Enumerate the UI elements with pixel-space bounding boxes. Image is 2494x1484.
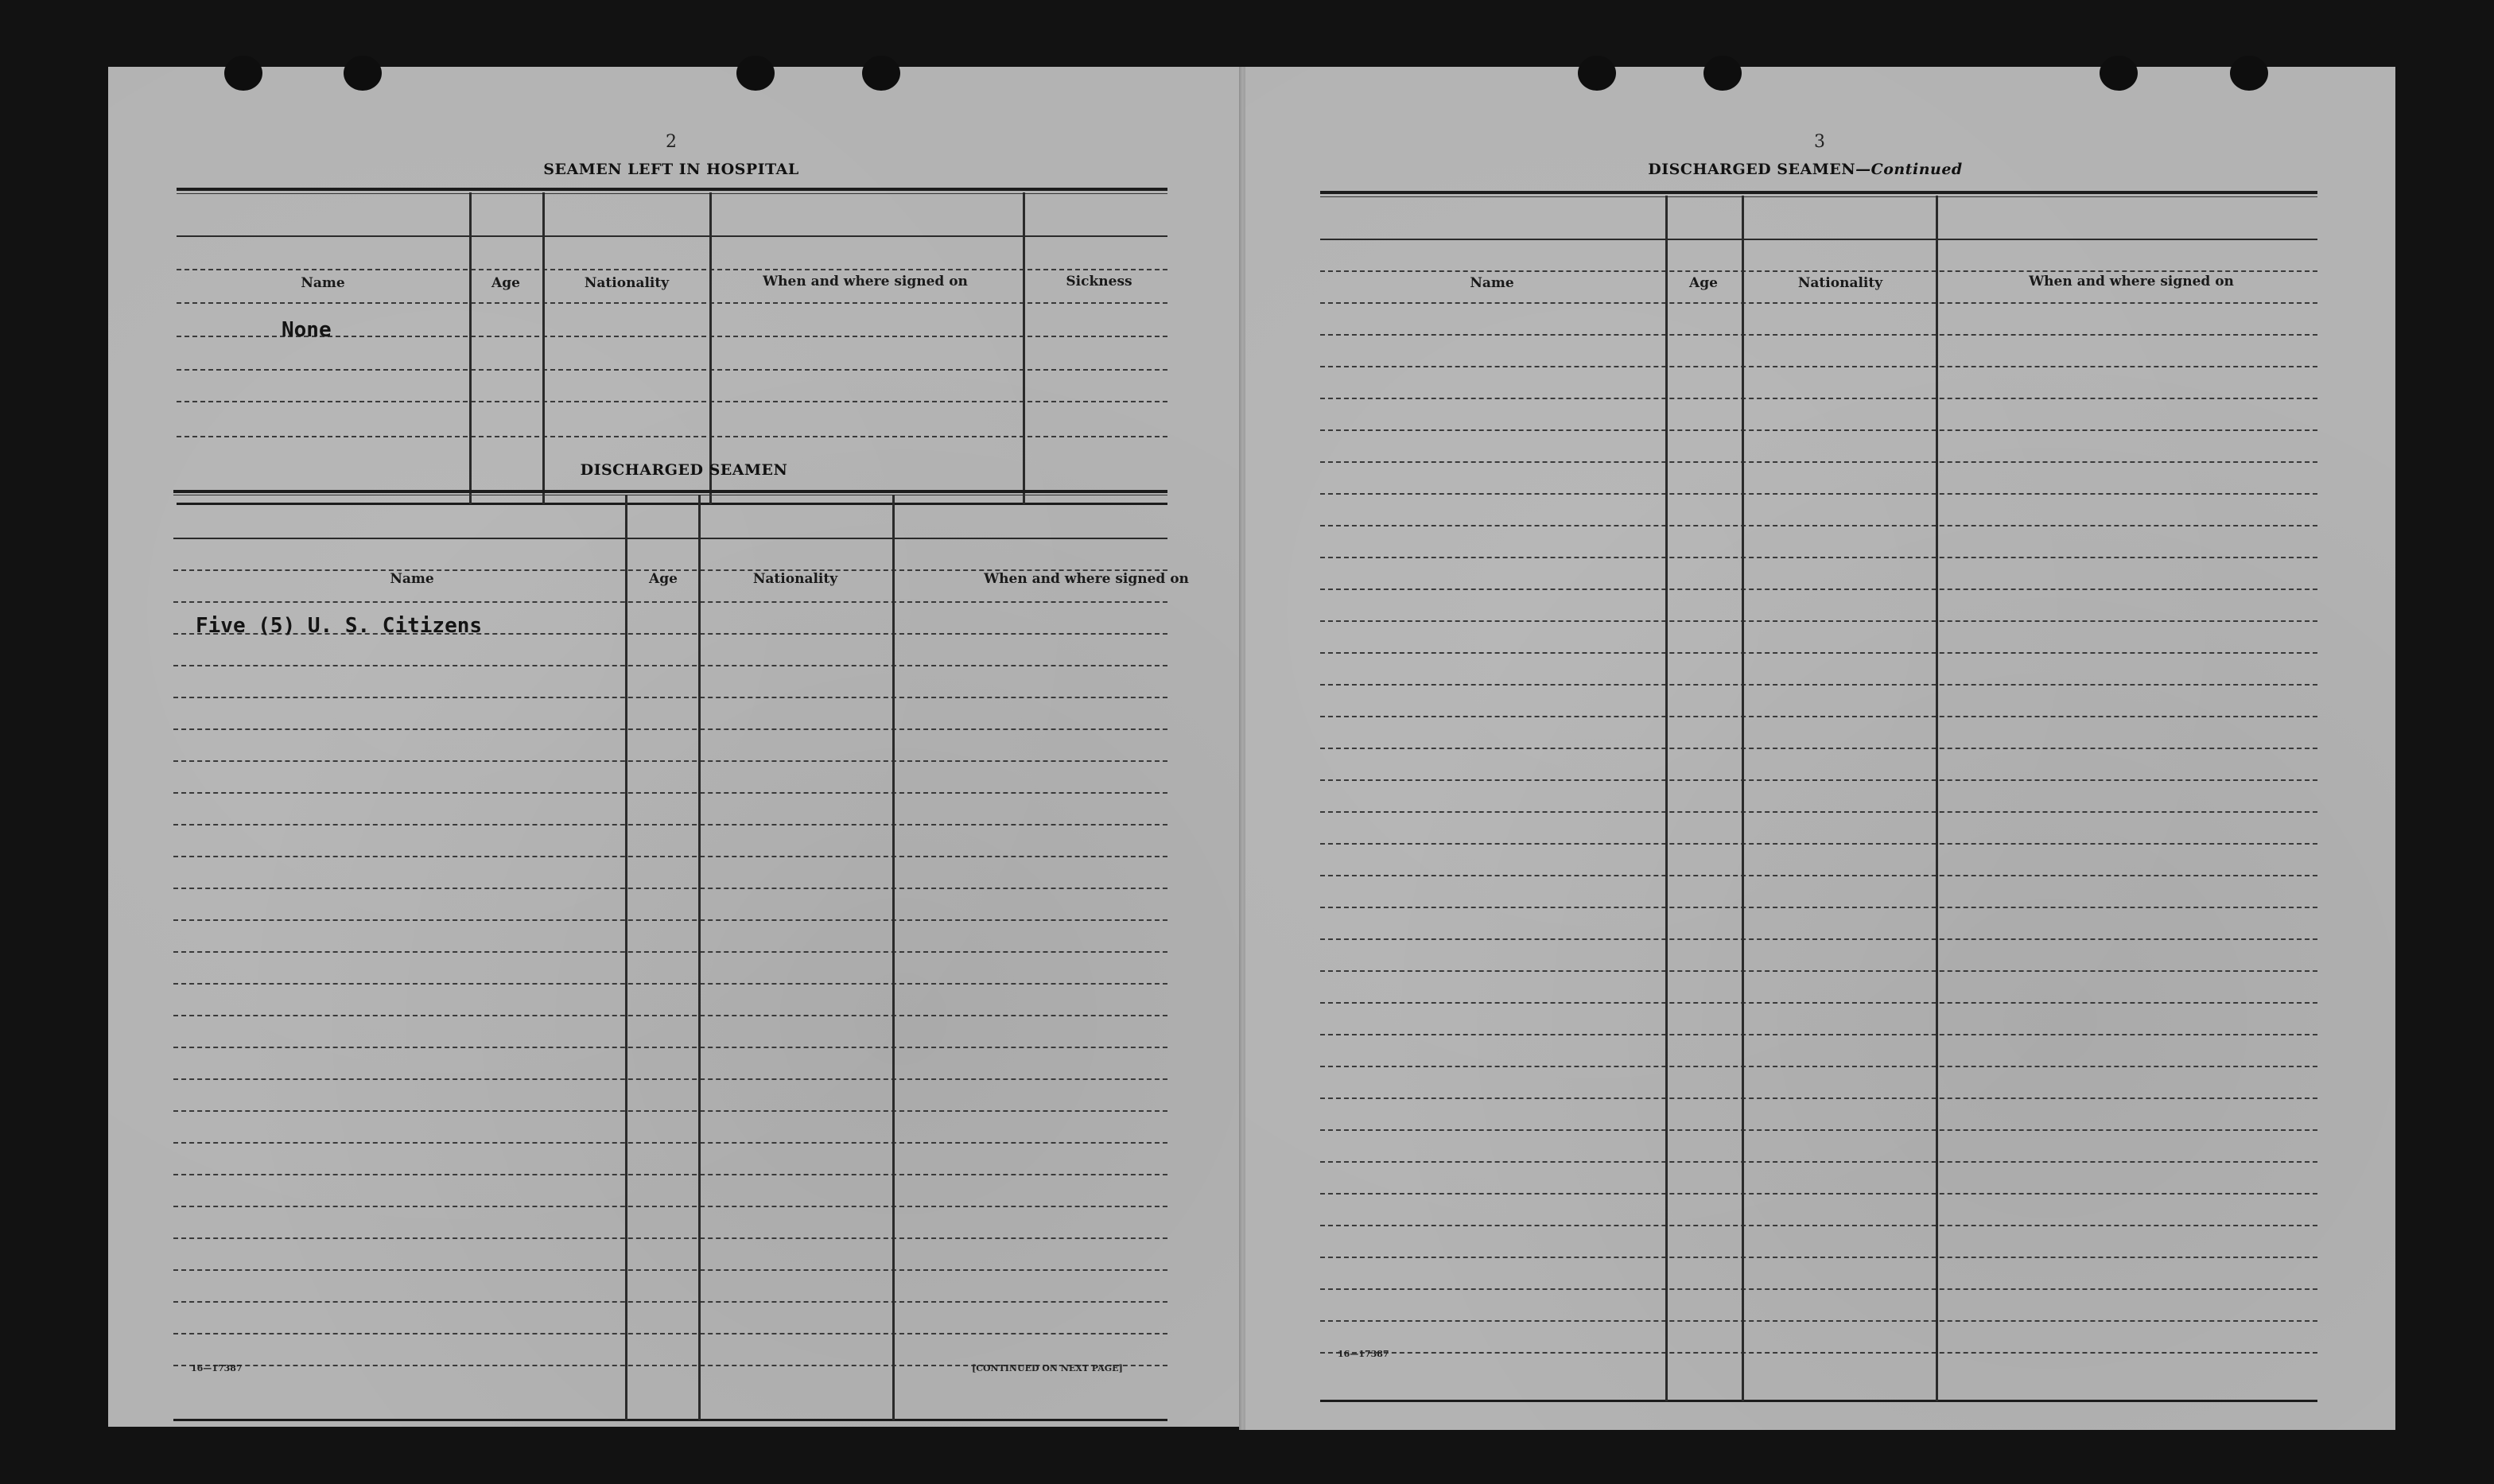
discharged-entry: Five (5) U. S. Citizens xyxy=(196,614,483,638)
column-header-name: Name xyxy=(1470,275,1514,291)
discharged-continued-table xyxy=(1320,191,2317,1403)
punch-hole xyxy=(344,56,382,91)
hospital-section-title: SEAMEN LEFT IN HOSPITAL xyxy=(543,161,799,178)
column-header-signed-on: When and where signed on xyxy=(2029,274,2234,289)
form-number: 16—17387 xyxy=(191,1363,243,1373)
punch-hole xyxy=(1703,56,1742,91)
page-number: 2 xyxy=(666,132,677,152)
punch-hole xyxy=(1578,56,1616,91)
column-header-age: Age xyxy=(1689,275,1718,291)
punch-hole xyxy=(2230,56,2268,91)
column-header-signed-on: When and where signed on xyxy=(763,274,968,289)
discharged-section-title: DISCHARGED SEAMEN xyxy=(580,461,788,479)
section-title: DISCHARGED SEAMEN—Continued xyxy=(1648,161,1963,178)
discharged-table xyxy=(173,490,1189,1422)
column-header-name: Name xyxy=(390,571,434,587)
column-header-name: Name xyxy=(301,275,345,291)
column-header-age: Age xyxy=(491,275,520,291)
form-number: 16—17387 xyxy=(1338,1349,1389,1359)
continued-note: [CONTINUED ON NEXT PAGE] xyxy=(972,1363,1123,1373)
column-header-nationality: Nationality xyxy=(1797,275,1883,291)
punch-hole xyxy=(862,56,900,91)
column-header-nationality: Nationality xyxy=(584,275,670,291)
punch-hole xyxy=(224,56,262,91)
column-header-signed-on: When and where signed on xyxy=(984,571,1189,587)
column-header-age: Age xyxy=(649,571,678,587)
punch-hole xyxy=(2100,56,2138,91)
column-header-sickness: Sickness xyxy=(1066,274,1132,289)
column-header-nationality: Nationality xyxy=(752,571,838,587)
hospital-table xyxy=(177,188,1167,507)
left-page xyxy=(108,67,1241,1427)
page-number: 3 xyxy=(1814,132,1825,152)
punch-hole xyxy=(736,56,775,91)
right-page xyxy=(1245,67,2395,1430)
hospital-entry: None xyxy=(282,318,332,342)
